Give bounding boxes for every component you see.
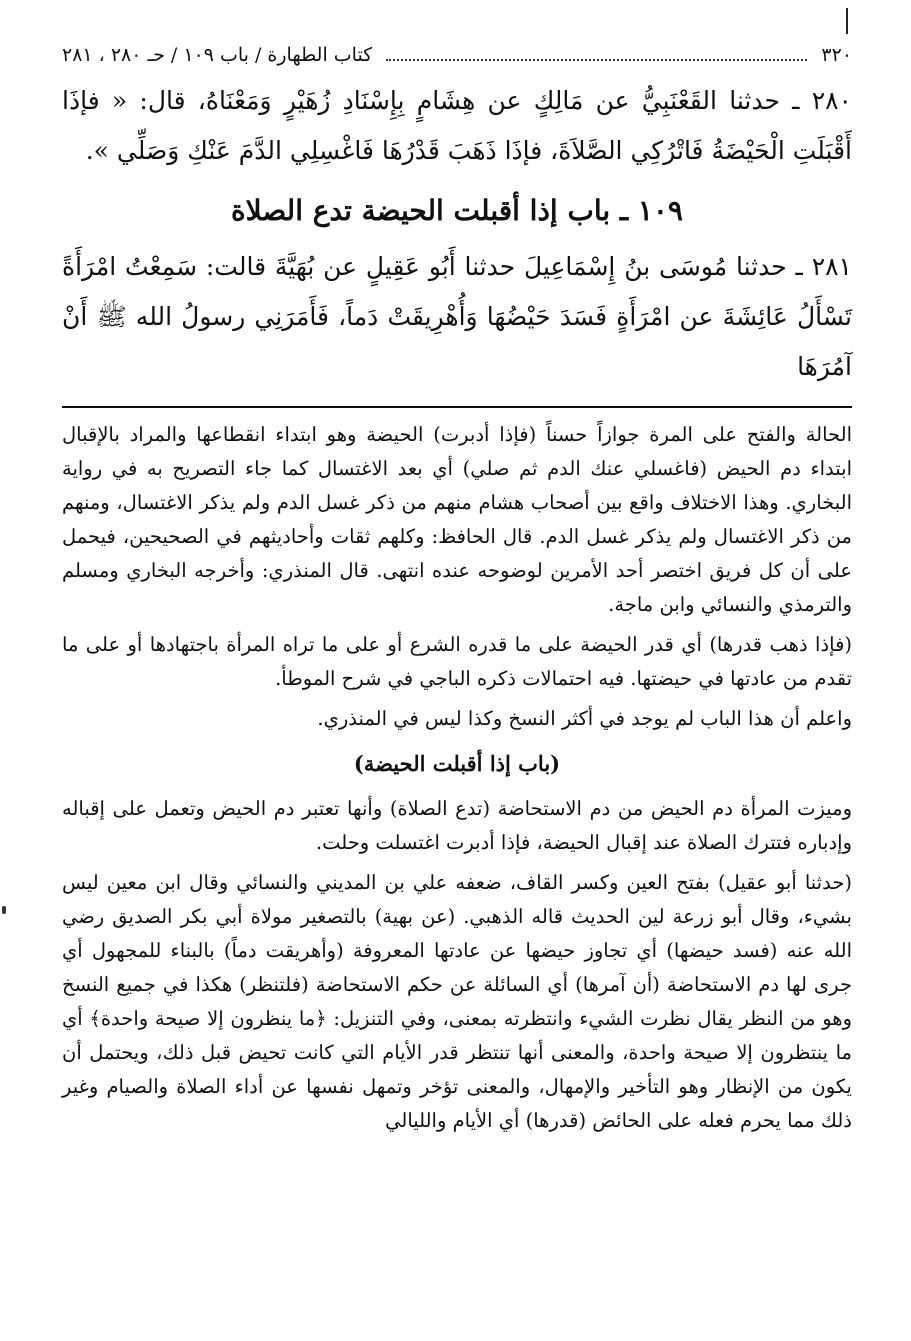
leader-dots [386, 59, 807, 61]
commentary-subheading: (باب إذا أقبلت الحيضة) [353, 751, 561, 776]
margin-dot [2, 906, 6, 914]
page-edge-mark [846, 8, 848, 34]
chapter-title: ١٠٩ ـ باب إذا أقبلت الحيضة تدع الصلاة [231, 194, 683, 227]
commentary-paragraph: (فإذا ذهب قدرها) أي قدر الحيضة على ما قدره الشرع أو على ما تراه المرأة باجتهادها أو على ما تقدم من عادتها في حيضتها. فيه احتمالات ذكره الباجي في شرح الموطأ. [62, 633, 852, 690]
page-number: ٣٢٠ [821, 44, 852, 66]
footnote-divider [62, 406, 852, 408]
book-page [62, 40, 852, 1144]
commentary-paragraph: وميزت المرأة دم الحيض من دم الاستحاضة (تدع الصلاة) وأنها تعتبر دم الحيض وتعمل على إقباله وإدباره فتترك الصلاة عند إقبال الحيضة، فإذا أدبرت اغتسلت وحلت. [62, 797, 852, 854]
section-reference: كتاب الطهارة / باب ١٠٩ / حـ ٢٨٠ ، ٢٨١ [62, 44, 373, 66]
commentary-paragraph: واعلم أن هذا الباب لم يوجد في أكثر النسخ وكذا ليس في المنذري. [317, 707, 852, 730]
commentary [62, 418, 852, 1138]
hadith-280: ٢٨٠ ـ حدثنا القَعْنَبِيُّ عن مَالِكٍ عن هِشَامٍ بِإِسْنَادِ زُهَيْرٍ وَمَعْنَاهُ، قال: « فإذَا أَقْبَلَتِ الْحَيْضَةُ فَاتْرُكِي الصَّلاَةَ، فإذَا ذَهَبَ قَدْرُهَا فَاغْسِلِي الدَّمَ عَنْكِ وَصَلِّي ». [62, 86, 852, 165]
commentary-paragraph: (حدثنا أبو عقيل) بفتح العين وكسر القاف، ضعفه علي بن المديني والنسائي وقال ابن معين ليس بشيء، وقال أبو زرعة لين الحديث قاله الذهبي. (عن بهية) بالتصغير مولاة أبي بكر الصديق رضي الله عنه (فسد حيضها) أي تجاوز حيضها عن عادتها المعروفة (وأهريقت دماً) بالبناء للمجهول أي جرى لها دم الاستحاضة (أن آمرها) أي السائلة عن حكم الاستحاضة (فلتنظر) هكذا في جميع النسخ وهو من النظر يقال نظرت الشيء وانتظرته بمعنى، وفي التنزيل: ﴿ما ينظرون إلا صيحة واحدة﴾ أي ما ينتظرون إلا صيحة واحدة، والمعنى أنها تنتظر قدر الأيام التي كانت تحيض قبل ذلك، ويحتمل أن يكون من الإنظار وهو التأخير والإمهال، والمعنى تؤخر وتمهل نفسها عن أداء الصلاة والصيام وغير ذلك مما يحرم فعله على الحائض (قدرها) أي الأيام والليالي [62, 871, 852, 1132]
commentary-paragraph: الحالة والفتح على المرة جوازاً حسناً (فإذا أدبرت) الحيضة وهو ابتداء انقطاعها والمراد بالإقبال ابتداء دم الحيض (فاغسلي عنك الدم ثم صلي) أي بعد الاغتسال كما جاء التصريح به في رواية البخاري. وهذا الاختلاف واقع بين أصحاب هشام منهم من ذكر غسل الدم ولم يذكر الاغتسال، ومنهم من ذكر الاغتسال ولم يذكر غسل الدم. قال الحافظ: وكلهم ثقات وأحاديثهم في الصحيحين، فيحمل على أن كل فريق اختصر أحد الأمرين لوضوحه عنده انتهى. قال المنذري: وأخرجه البخاري ومسلم والترمذي والنسائي وابن ماجة. [62, 423, 852, 616]
running-head [62, 40, 852, 74]
hadith-281: ٢٨١ ـ حدثنا مُوسَى بنُ إِسْمَاعِيلَ حدثنا أَبُو عَقِيلٍ عن بُهَيَّةَ قالت: سَمِعْتُ امْرَأَةً تَسْأَلُ عَائِشَةَ عن امْرَأَةٍ فَسَدَ حَيْضُهَا وَأُهْرِيقَتْ دَماً، فَأَمَرَنِي رسولُ الله ﷺ أَنْ آمُرَهَا [62, 252, 852, 381]
